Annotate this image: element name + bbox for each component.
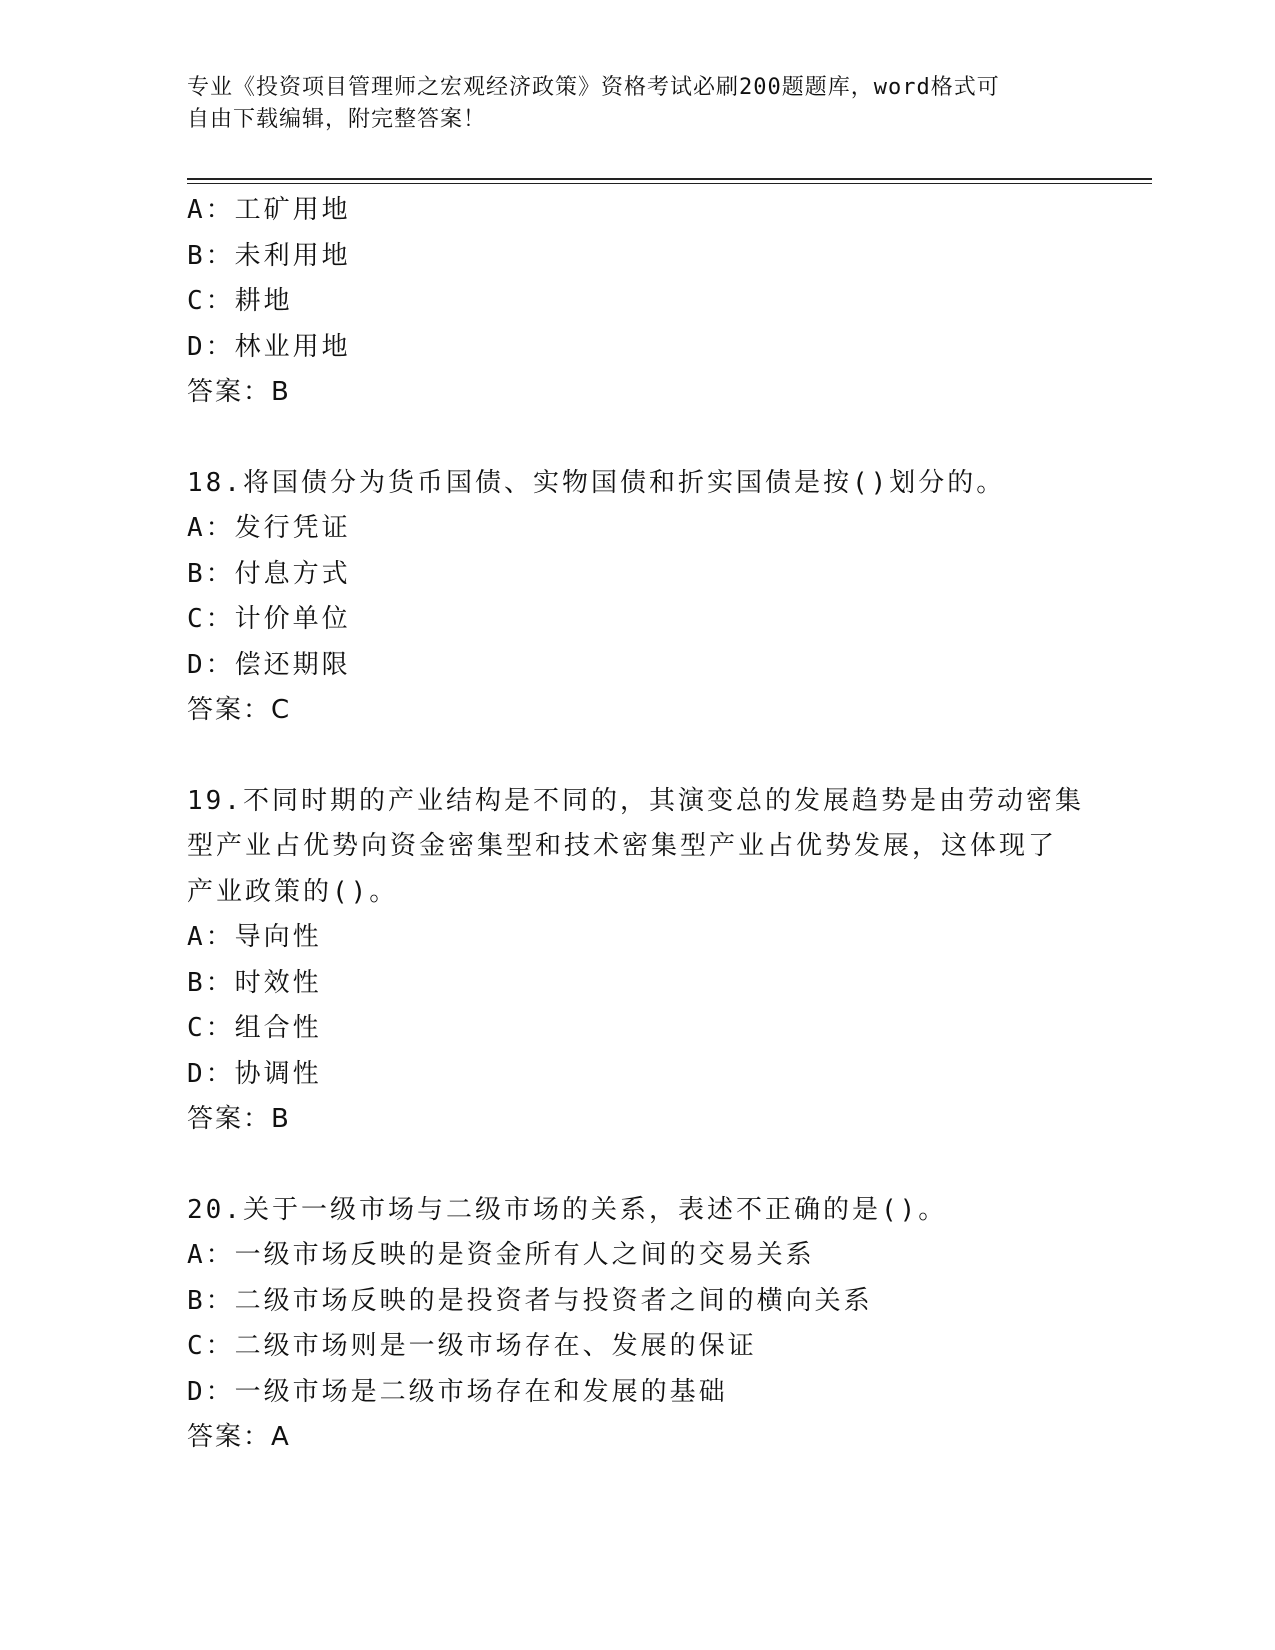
spacer (187, 734, 1087, 779)
option-b: B：时效性 (187, 967, 322, 998)
answer: 答案：A (187, 1422, 291, 1452)
question-20 (187, 1188, 1087, 1461)
option-b: B：付息方式 (187, 558, 351, 589)
question-stem-line-2: 型产业占优势向资金密集型和技术密集型产业占优势发展，这体现了 (187, 831, 1058, 861)
option-d: D：一级市场是二级市场存在和发展的基础 (187, 1376, 728, 1407)
answer: 答案：B (187, 377, 291, 407)
option-a: A：工矿用地 (187, 195, 351, 225)
question-19 (187, 779, 1087, 1143)
option-b: B：二级市场反映的是投资者与投资者之间的横向关系 (187, 1285, 873, 1316)
option-a: A：一级市场反映的是资金所有人之间的交易关系 (187, 1240, 815, 1270)
option-c: C：组合性 (187, 1013, 322, 1043)
spacer (187, 416, 1087, 461)
document-header (187, 72, 1067, 136)
question-17 (187, 188, 1087, 416)
header-divider (187, 178, 1152, 184)
option-a: A：发行凭证 (187, 513, 351, 543)
question-stem: 18.将国债分为货币国债、实物国债和折实国债是按()划分的。 (187, 467, 1006, 498)
option-a: A：导向性 (187, 922, 322, 952)
question-list (187, 188, 1087, 1461)
option-b: B：未利用地 (187, 240, 351, 271)
option-d: D：偿还期限 (187, 649, 351, 680)
question-stem-line-1: 19.不同时期的产业结构是不同的，其演变总的发展趋势是由劳动密集 (187, 785, 1084, 816)
question-stem-line-3: 产业政策的()。 (187, 876, 399, 907)
spacer (187, 1143, 1087, 1188)
option-d: D：林业用地 (187, 331, 351, 362)
header-line-1: 专业《投资项目管理师之宏观经济政策》资格考试必刷200题题库，word格式可 (187, 75, 1000, 100)
question-18 (187, 461, 1087, 734)
header-line-2: 自由下载编辑，附完整答案！ (187, 107, 487, 132)
question-stem: 20.关于一级市场与二级市场的关系，表述不正确的是()。 (187, 1194, 948, 1225)
option-d: D：协调性 (187, 1058, 322, 1089)
answer: 答案：C (187, 695, 292, 725)
option-c: C：计价单位 (187, 604, 351, 634)
option-c: C：二级市场则是一级市场存在、发展的保证 (187, 1331, 757, 1361)
answer: 答案：B (187, 1104, 291, 1134)
option-c: C：耕地 (187, 286, 293, 316)
